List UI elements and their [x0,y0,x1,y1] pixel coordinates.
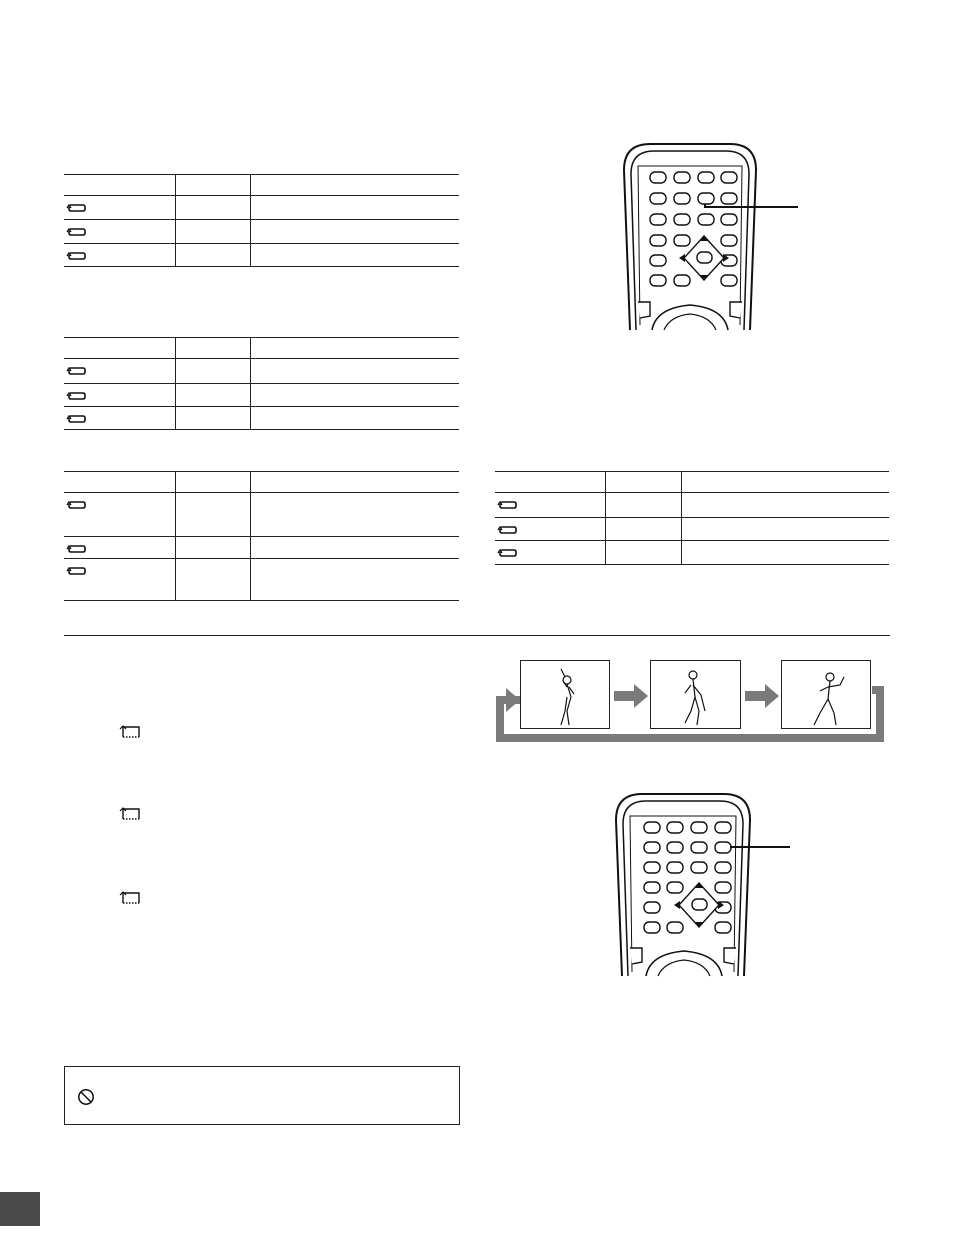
ab-repeat-icon [118,724,144,740]
repeat-icon [497,522,519,536]
remote-control-illustration-bottom [612,790,812,978]
table-row [64,244,459,266]
table-header [64,472,459,493]
table-row [64,220,459,244]
repeat-icon [66,497,88,511]
table-row [495,493,889,518]
table-header [495,472,889,493]
table-row [64,493,459,537]
table-row [64,559,459,600]
repeat-icon [66,224,88,238]
ab-repeat-icon [118,890,144,906]
repeat-table-3 [64,471,459,601]
frame-2 [650,660,741,729]
prohibit-icon [77,1088,95,1106]
repeat-icon [66,411,88,425]
table-header [64,175,459,196]
repeat-icon [497,497,519,511]
repeat-table-1 [64,174,459,267]
page-number-tab [0,1192,40,1226]
repeat-icon [66,563,88,577]
repeat-icon [66,541,88,555]
repeat-icon [66,248,88,262]
table-row [495,541,889,564]
repeat-table-2 [64,337,459,430]
frame-1 [520,660,610,729]
remote-control-illustration-top [620,140,820,332]
table-row [495,518,889,541]
note-box [64,1066,460,1125]
repeat-icon [66,388,88,402]
table-row [64,384,459,407]
table-row [64,537,459,559]
frame-3 [781,660,871,729]
frame-sequence-illustration [496,660,888,744]
table-row [64,407,459,429]
repeat-icon [66,200,88,214]
repeat-icon [497,545,519,559]
table-row [64,196,459,220]
section-divider [64,635,890,636]
table-header [64,338,459,359]
table-row [64,359,459,384]
repeat-icon [66,363,88,377]
repeat-table-4 [495,471,889,565]
ab-repeat-icon [118,806,144,822]
